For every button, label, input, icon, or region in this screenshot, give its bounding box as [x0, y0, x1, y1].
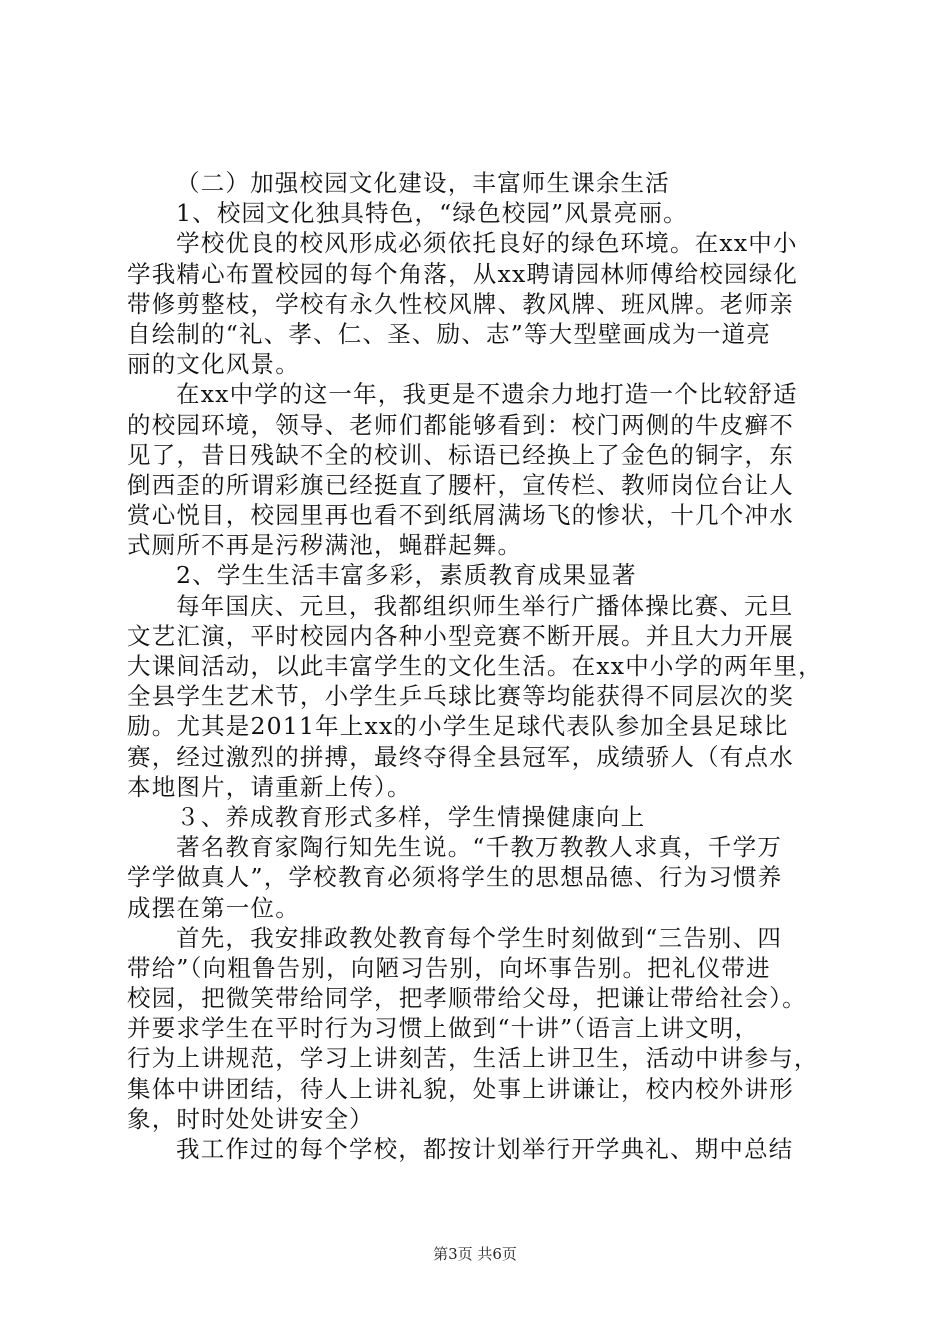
text-line: 每年国庆、元旦，我都组织师生举行广播体操比赛、元旦 — [176, 591, 794, 620]
text-line: 赛，经过激烈的拼搏，最终夺得全县冠军，成绩骄人（有点水 — [127, 742, 794, 771]
text-line: 带给”（向粗鲁告别，向陋习告别，向坏事告别。把礼仪带进 — [127, 953, 771, 982]
text-line: 1、校园文化独具特色，“绿色校园”风景亮丽。 — [176, 199, 688, 228]
text-line: 学学做真人”，学校教育必须将学生的思想品德、行为习惯养 — [127, 863, 783, 892]
text-line: 集体中讲团结，待人上讲礼貌，处事上讲谦让，校内校外讲形 — [127, 1074, 794, 1103]
text-line: 行为上讲规范，学习上讲刻苦，生活上讲卫生，活动中讲参与， — [127, 1044, 819, 1073]
text-line: 象，时时处处讲安全） — [127, 1104, 374, 1133]
text-line: 本地图片，请重新上传）。 — [127, 772, 412, 801]
text-line: 赏心悦目，校园里再也看不到纸屑满场飞的惨状，十几个冲水 — [127, 501, 794, 530]
text-line: ３、养成教育形式多样，学生情操健康向上 — [176, 802, 646, 831]
text-line: 见了，昔日残缺不全的校训、标语已经换上了金色的铜字，东 — [127, 440, 794, 469]
text-line: 学我精心布置校园的每个角落，从xx聘请园林师傅给校园绿化 — [127, 259, 799, 288]
text-line: 励。尤其是2011年上xx的小学生足球代表队参加全县足球比 — [127, 712, 789, 741]
text-line: 2、学生生活丰富多彩，素质教育成果显著 — [176, 561, 637, 590]
text-line: 并要求学生在平时行为习惯上做到“十讲”（语言上讲文明， — [127, 1014, 760, 1043]
document-body — [127, 168, 837, 1164]
text-line: 式厕所不再是污秽满池，蝇群起舞。 — [127, 531, 523, 560]
text-line: 自绘制的“礼、孝、仁、圣、励、志”等大型壁画成为一道亮 — [127, 319, 771, 348]
text-line: 的校园环境，领导、老师们都能够看到：校门两侧的牛皮癣不 — [127, 410, 794, 439]
text-line: 倒西歪的所谓彩旗已经挺直了腰杆，宣传栏、教师岗位台让人 — [127, 470, 794, 499]
text-line: 著名教育家陶行知先生说。“千教万教教人求真，千学万 — [176, 833, 783, 862]
text-line: 在xx中学的这一年，我更是不遗余力地打造一个比较舒适 — [176, 380, 798, 409]
text-line: 文艺汇演，平时校园内各种小型竞赛不断开展。并且大力开展 — [127, 621, 794, 650]
text-line: （二）加强校园文化建设，丰富师生课余生活 — [176, 169, 670, 197]
text-line: 学校优良的校风形成必须依托良好的绿色环境。在xx中小 — [176, 229, 798, 258]
text-line: 大课间活动，以此丰富学生的文化生活。在xx中小学的两年里， — [127, 652, 823, 680]
text-line: 成摆在第一位。 — [127, 893, 300, 922]
text-line: 全县学生艺术节，小学生乒乓球比赛等均能获得不同层次的奖 — [127, 682, 794, 711]
page-footer: 第3页 共6页 — [433, 1245, 517, 1263]
text-line: 我工作过的每个学校，都按计划举行开学典礼、期中总结 — [176, 1135, 794, 1163]
text-line: 带修剪整枝，学校有永久性校风牌、教风牌、班风牌。老师亲 — [127, 289, 794, 318]
text-line: 丽的文化风景。 — [127, 350, 300, 379]
text-line: 校园，把微笑带给同学，把孝顺带给父母，把谦让带给社会）。 — [127, 984, 807, 1013]
text-line: 首先，我安排政教处教育每个学生时刻做到“三告别、四 — [176, 923, 783, 952]
